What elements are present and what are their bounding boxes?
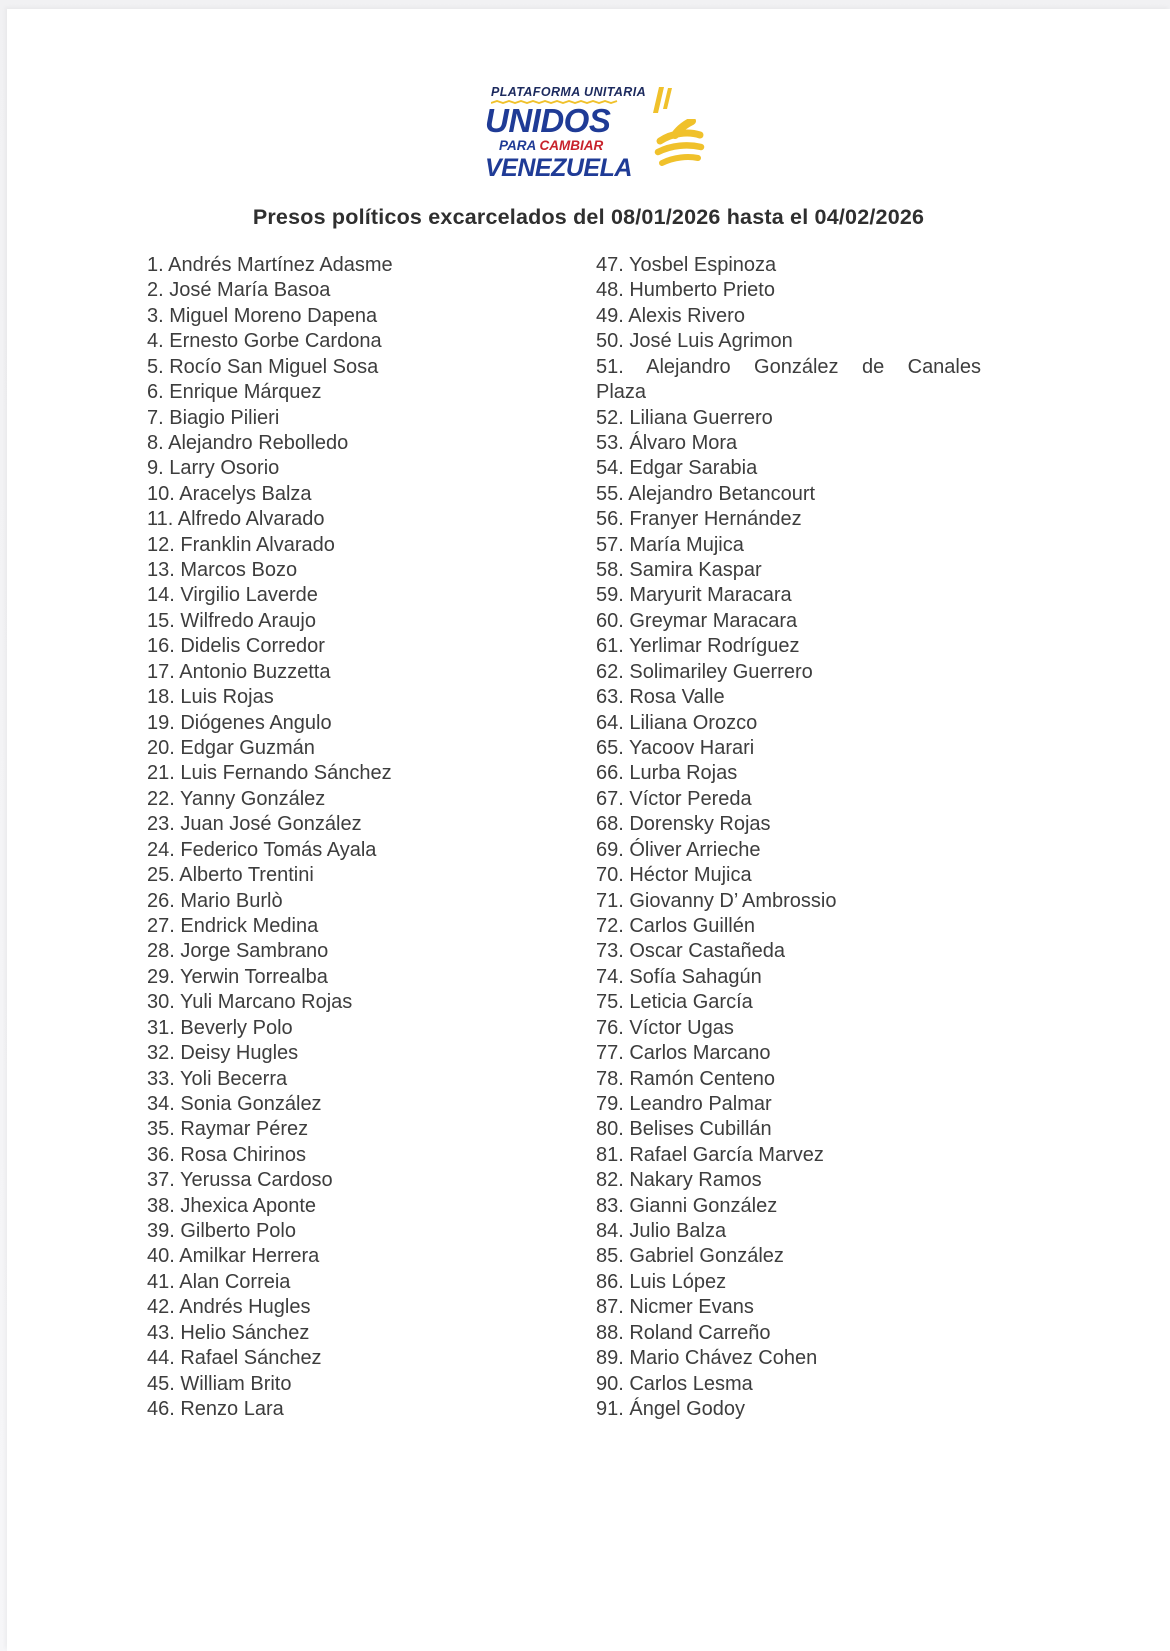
list-item: 73. Oscar Castañeda (596, 940, 785, 963)
list-item: 67. Víctor Pereda (596, 787, 752, 810)
list-item: 50. José Luis Agrimon (596, 330, 793, 353)
list-item: 59. Maryurit Maracara (596, 584, 792, 607)
list-item: 15. Wilfredo Araujo (147, 609, 316, 632)
list-item: 6. Enrique Márquez (147, 381, 322, 404)
list-item: 75. Leticia García (596, 991, 753, 1014)
list-item: 38. Jhexica Aponte (147, 1194, 317, 1217)
logo-unidos-text: UNIDOS (485, 102, 611, 139)
list-item: 57. María Mujica (596, 533, 744, 556)
list-item: 35. Raymar Pérez (147, 1118, 309, 1141)
list-item: 71. Giovanny D’ Ambrossio (596, 889, 837, 912)
list-item: 65. Yacoov Harari (596, 737, 755, 760)
list-item: 2. José María Basoa (147, 279, 331, 302)
list-item: 60. Greymar Maracara (596, 609, 798, 632)
list-item: 24. Federico Tomás Ayala (147, 838, 377, 861)
list-item: 70. Héctor Mujica (596, 864, 752, 887)
list-item: 77. Carlos Marcano (596, 1042, 771, 1065)
list-item: 74. Sofía Sahagún (596, 965, 762, 988)
list-item: 53. Álvaro Mora (596, 431, 738, 454)
list-item: 82. Nakary Ramos (596, 1169, 762, 1192)
list-item: 18. Luis Rojas (147, 686, 274, 709)
list-item: 30. Yuli Marcano Rojas (147, 991, 353, 1014)
list-item: 1. Andrés Martínez Adasme (147, 254, 393, 276)
logo-cambiar-text: CAMBIAR (539, 138, 604, 153)
list-item: 44. Rafael Sánchez (147, 1347, 322, 1370)
list-item: 42. Andrés Hugles (147, 1296, 311, 1319)
list-item: 43. Helio Sánchez (147, 1321, 310, 1344)
list-item: 66. Lurba Rojas (596, 762, 738, 785)
list-item: 5. Rocío San Miguel Sosa (147, 355, 379, 378)
list-item: 3. Miguel Moreno Dapena (147, 304, 378, 327)
list-item: 22. Yanny González (147, 787, 326, 810)
list-item: 79. Leandro Palmar (596, 1092, 772, 1115)
list-item-line2: Plaza (596, 381, 647, 404)
list-item: 78. Ramón Centeno (596, 1067, 776, 1090)
list-item: 55. Alejandro Betancourt (596, 482, 816, 505)
list-item: 91. Ángel Godoy (596, 1397, 745, 1420)
list-item: 4. Ernesto Gorbe Cardona (147, 330, 382, 353)
list-item: 29. Yerwin Torrealba (147, 965, 328, 988)
list-item: 19. Diógenes Angulo (147, 711, 332, 734)
list-item: 84. Julio Balza (596, 1220, 727, 1243)
list-item: 40. Amilkar Herrera (147, 1245, 320, 1268)
list-item: 12. Franklin Alvarado (147, 533, 335, 556)
list-item: 39. Gilberto Polo (147, 1220, 296, 1243)
list-item: 45. William Brito (147, 1372, 292, 1395)
list-item: 88. Roland Carreño (596, 1321, 771, 1344)
list-item: 13. Marcos Bozo (147, 559, 298, 582)
list-item: 85. Gabriel González (596, 1245, 784, 1268)
logo-venezuela-text: VENEZUELA (485, 153, 632, 182)
list-item (596, 355, 981, 406)
logo-para-text: PARA (499, 138, 536, 153)
list-item: 46. Renzo Lara (147, 1397, 284, 1420)
logo-plataforma-text: PLATAFORMA UNITARIA (491, 85, 647, 99)
list-item: 17. Antonio Buzzetta (147, 660, 331, 683)
list-item: 26. Mario Burlò (147, 889, 283, 912)
page-title: Presos políticos excarcelados del 08/01/2026 hasta el 04/02/2026 (252, 205, 925, 229)
logo-hand-icon (648, 119, 706, 173)
list-item: 81. Rafael García Marvez (596, 1143, 824, 1166)
list-item: 8. Alejandro Rebolledo (147, 431, 349, 454)
list-item: 69. Óliver Arrieche (596, 838, 761, 861)
list-item: 76. Víctor Ugas (596, 1016, 734, 1039)
list-item: 83. Gianni González (596, 1194, 778, 1217)
document-page (7, 9, 1170, 1651)
list-item: 33. Yoli Becerra (147, 1067, 288, 1090)
list-item: 14. Virgilio Laverde (147, 584, 318, 607)
list-item: 86. Luis López (596, 1270, 727, 1293)
list-item: 89. Mario Chávez Cohen (596, 1347, 818, 1370)
list-item: 25. Alberto Trentini (147, 864, 314, 887)
list-item: 90. Carlos Lesma (596, 1372, 753, 1395)
list-item: 16. Didelis Corredor (147, 635, 325, 658)
list-item: 34. Sonia González (147, 1092, 322, 1115)
list-item: 63. Rosa Valle (596, 686, 725, 709)
list-item: 52. Liliana Guerrero (596, 406, 773, 429)
list-item: 58. Samira Kaspar (596, 559, 762, 582)
list-item: 36. Rosa Chirinos (147, 1143, 306, 1166)
list-item: 28. Jorge Sambrano (147, 940, 329, 963)
list-item: 87. Nicmer Evans (596, 1296, 754, 1319)
list-item: 31. Beverly Polo (147, 1016, 293, 1039)
list-item: 23. Juan José González (147, 813, 362, 836)
list-item: 68. Dorensky Rojas (596, 813, 771, 836)
list-item: 54. Edgar Sarabia (596, 457, 758, 480)
list-item: 7. Biagio Pilieri (147, 406, 280, 429)
list-item: 47. Yosbel Espinoza (596, 254, 777, 276)
list-item: 48. Humberto Prieto (596, 279, 775, 302)
list-item: 49. Alexis Rivero (596, 304, 745, 327)
list-item: 9. Larry Osorio (147, 457, 280, 480)
list-item: 10. Aracelys Balza (147, 482, 312, 505)
list-item: 62. Solimariley Guerrero (596, 660, 813, 683)
list-item: 27. Endrick Medina (147, 914, 319, 937)
plataforma-unitaria-logo (485, 85, 715, 180)
list-item-line1: 51. Alejandro González de Canales (596, 355, 981, 378)
logo-squiggle-underline (491, 99, 619, 105)
list-item: 72. Carlos Guillén (596, 914, 755, 937)
list-item: 11. Alfredo Alvarado (147, 508, 325, 531)
list-item: 61. Yerlimar Rodríguez (596, 635, 800, 658)
list-item: 64. Liliana Orozco (596, 711, 758, 734)
list-item: 41. Alan Correia (147, 1270, 291, 1293)
list-item: 37. Yerussa Cardoso (147, 1169, 333, 1192)
column-left (147, 253, 559, 1422)
column-right (596, 253, 981, 1422)
list-item: 80. Belises Cubillán (596, 1118, 772, 1141)
list-item: 32. Deisy Hugles (147, 1042, 299, 1065)
list-item: 20. Edgar Guzmán (147, 737, 315, 760)
logo-slashes-icon (643, 87, 673, 113)
list-item: 21. Luis Fernando Sánchez (147, 762, 392, 785)
list-item: 56. Franyer Hernández (596, 508, 802, 531)
